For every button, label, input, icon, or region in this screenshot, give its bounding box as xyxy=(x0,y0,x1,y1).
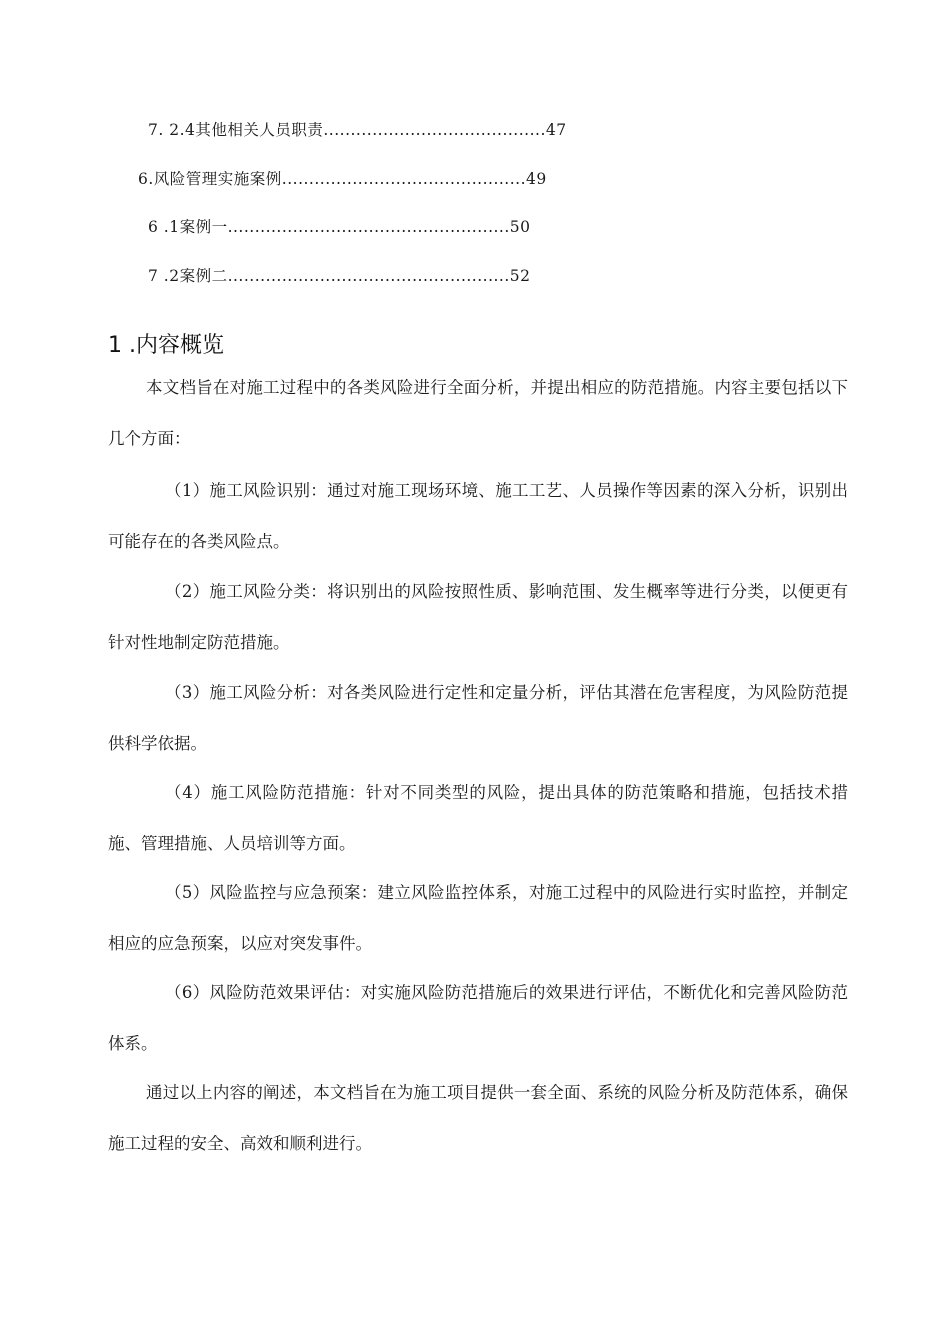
toc-entry[interactable]: 7 .2案例二....................................................52 xyxy=(148,267,531,285)
list-item: （2）施工风险分类：将识别出的风险按照性质、影响范围、发生概率等进行分类，以便更有针对性地制定防范措施。 xyxy=(108,582,848,652)
list-item: （1）施工风险识别：通过对施工现场环境、施工工艺、人员操作等因素的深入分析，识别出可能存在的各类风险点。 xyxy=(108,481,848,551)
toc-entry[interactable]: 7. 2.4其他相关人员职责.........................................47 xyxy=(148,121,567,139)
list-item: （4）施工风险防范措施：针对不同类型的风险，提出具体的防范策略和措施，包括技术措施、管理措施、人员培训等方面。 xyxy=(108,783,848,853)
list-item: （6）风险防范效果评估：对实施风险防范措施后的效果进行评估，不断优化和完善风险防范体系。 xyxy=(108,983,848,1053)
section-heading: 1 .内容概览 xyxy=(108,333,224,358)
list-item: （3）施工风险分析：对各类风险进行定性和定量分析，评估其潜在危害程度，为风险防范提供科学依据。 xyxy=(108,683,848,753)
conclusion-paragraph: 通过以上内容的阐述，本文档旨在为施工项目提供一套全面、系统的风险分析及防范体系，确保施工过程的安全、高效和顺利进行。 xyxy=(108,1083,848,1153)
intro-paragraph: 本文档旨在对施工过程中的各类风险进行全面分析，并提出相应的防范措施。内容主要包括以下几个方面： xyxy=(108,378,848,448)
toc-entry[interactable]: 6 .1案例一....................................................50 xyxy=(148,218,531,236)
toc-entry[interactable]: 6.风险管理实施案例.............................................49 xyxy=(138,170,547,188)
list-item: （5）风险监控与应急预案：建立风险监控体系，对施工过程中的风险进行实时监控，并制定相应的应急预案，以应对突发事件。 xyxy=(108,883,848,953)
